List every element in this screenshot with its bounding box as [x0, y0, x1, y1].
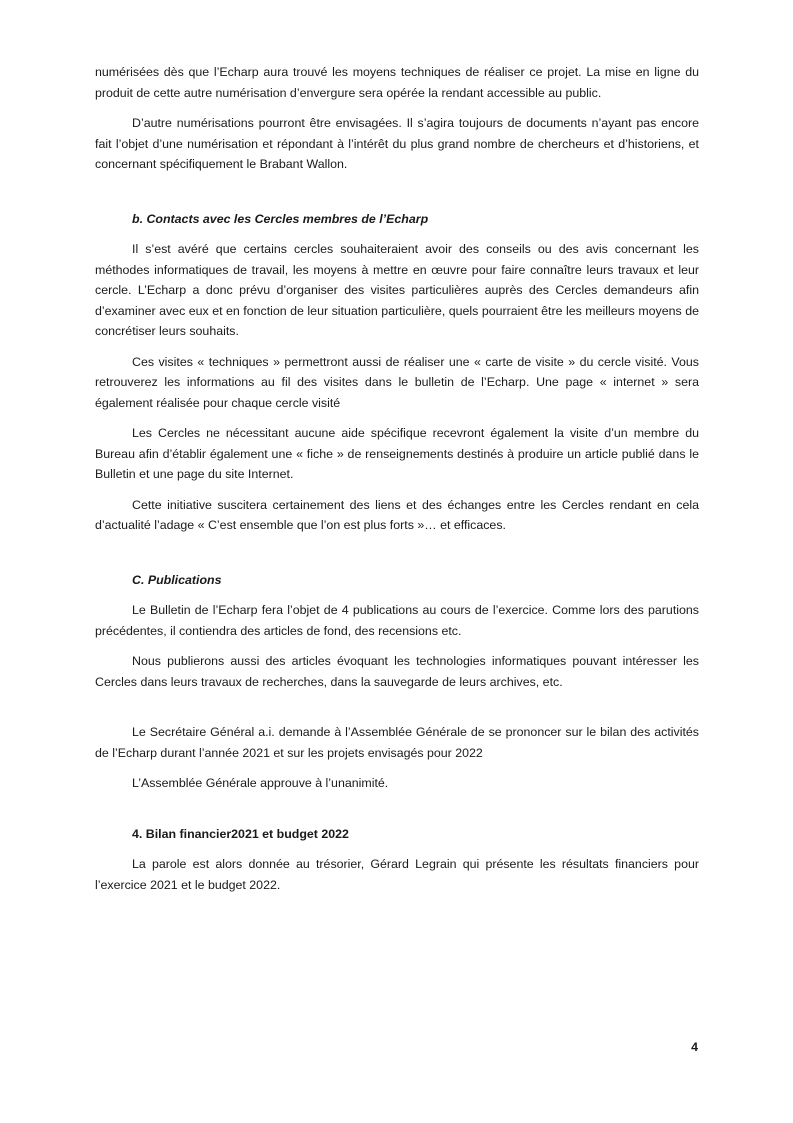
paragraph-bulletin: Le Bulletin de l’Echarp fera l’objet de 4 publications au cours de l’exercice. Comme lors des parutions précédentes, il contiendra des articles de fond, des recensions etc.: [95, 603, 699, 638]
spacer: [95, 804, 699, 824]
paragraph-cercles-advice: Il s’est avéré que certains cercles souhaiteraient avoir des conseils ou des avis concernant les méthodes informatiques de travail, les moyens à mettre en œuvre pour faire connaître leurs travaux et leur cercle. L’Echarp a donc prévu d’organiser des visites particulières auprès des Cercles demandeurs afin d’examiner avec eux et en fonction de leur situation particulière, quels pourraient être les meilleurs moyens de concrétiser leurs souhaits.: [95, 242, 699, 338]
paragraph-numerisation-continued: numérisées dès que l’Echarp aura trouvé les moyens techniques de réaliser ce projet. La mise en ligne du produit de cette autre numérisation d’envergure sera opérée la rendant accessible au public.: [95, 65, 699, 100]
paragraph-bureau-visit: Les Cercles ne nécessitant aucune aide spécifique recevront également la visite d’un membre du Bureau afin d’établir également une « fiche » de renseignements destinés à produire un article publié dans le Bulletin et une page du site Internet.: [95, 426, 699, 481]
paragraph-initiative: Cette initiative suscitera certainement des liens et des échanges entre les Cercles rendant en cela d’actualité l’adage « C’est ensemble que l’on est plus forts »… et efficaces.: [95, 497, 699, 532]
spacer: [95, 702, 699, 722]
paragraph-articles: Nous publierons aussi des articles évoquant les technologies informatiques pouvant intéresser les Cercles dans leurs travaux de recherches, dans la sauvegarde de leurs archives, etc.: [95, 654, 699, 689]
paragraph-technical-visits: Ces visites « techniques » permettront aussi de réaliser une « carte de visite » du cercle visité. Vous retrouverez les informations au fil des visites dans le bulletin de l’Echarp. Une page « internet » sera également réalisée pour chaque cercle visité: [95, 354, 699, 410]
page-number: 4: [691, 1040, 698, 1054]
spacer: [95, 546, 699, 570]
paragraph-treasurer: La parole est alors donnée au trésorier, Gérard Legrain qui présente les résultats financiers pour l’exercice 2021 et le budget 2022.: [95, 857, 699, 892]
paragraph-approval: L’Assemblée Générale approuve à l’unanimité.: [132, 776, 389, 790]
spacer: [95, 185, 699, 209]
section-heading-financial: 4. Bilan financier2021 et budget 2022: [132, 826, 349, 841]
paragraph-secretary-request: Le Secrétaire Général a.i. demande à l’Assemblée Générale de se prononcer sur le bilan des activités de l’Echarp durant l’année 2021 et sur les projets envisagés pour 2022: [95, 725, 699, 760]
section-heading-contacts: b. Contacts avec les Cercles membres de l’Echarp: [132, 211, 429, 226]
paragraph-other-numerisations: D’autre numérisations pourront être envisagées. Il s’agira toujours de documents n’ayant pas encore fait l’objet d’une numérisation et répondant à l’intérêt du plus grand nombre de chercheurs et d’historiens, et concernant spécifiquement le Brabant Wallon.: [95, 116, 699, 171]
section-heading-publications: C. Publications: [132, 572, 222, 587]
document-page: [95, 62, 699, 905]
